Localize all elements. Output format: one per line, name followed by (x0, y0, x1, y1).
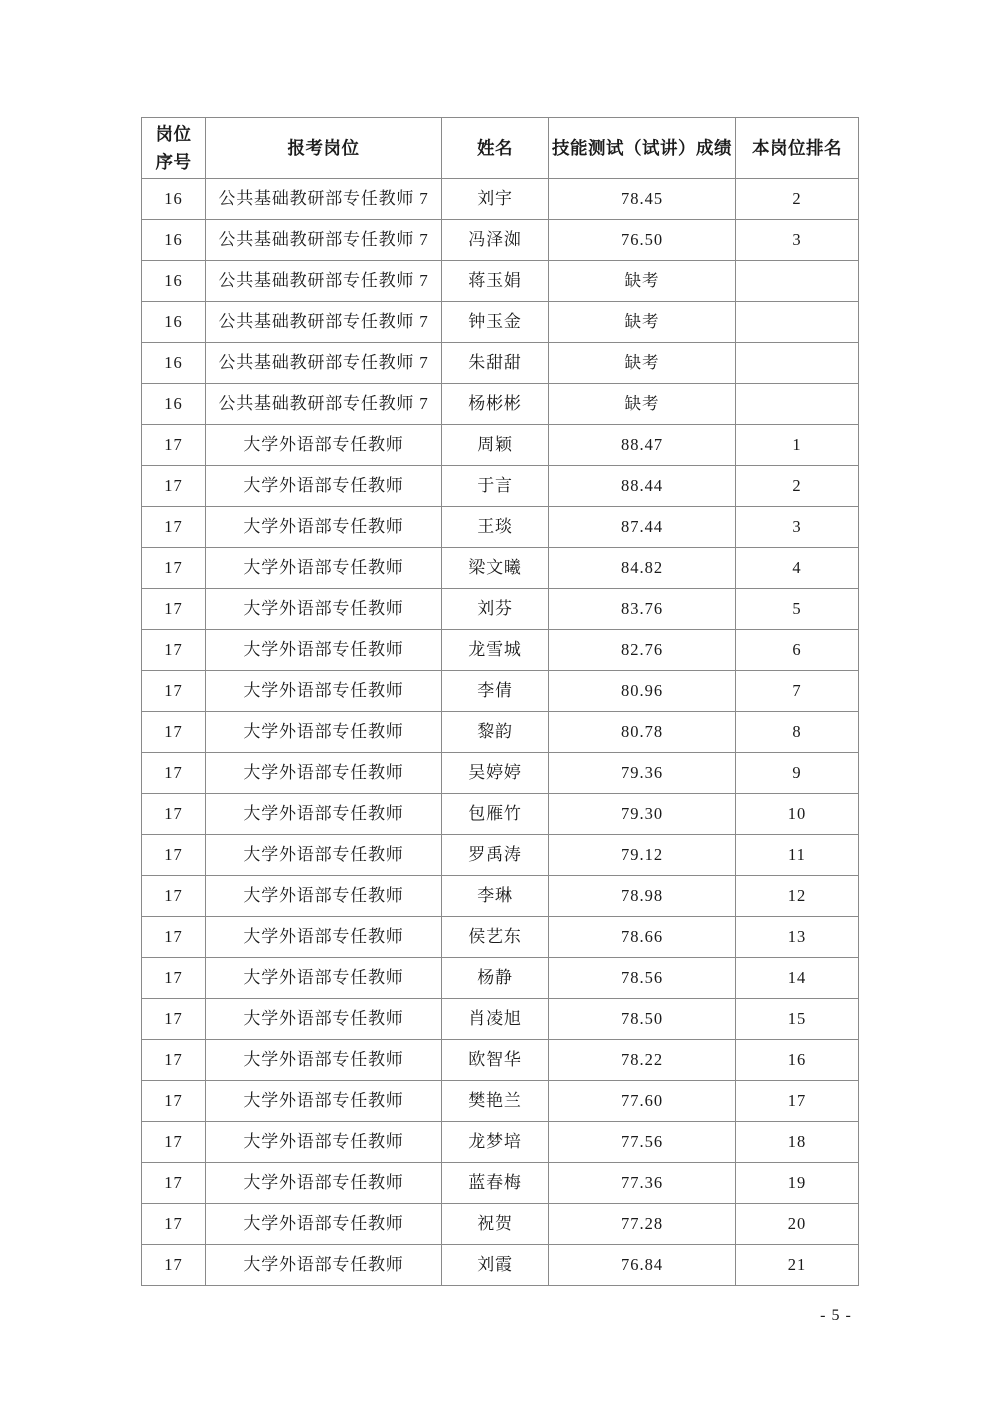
cell-applied-position: 大学外语部专任教师 (206, 507, 442, 548)
table-row (142, 1163, 859, 1204)
cell-position-rank: 17 (736, 1081, 859, 1122)
cell-applied-position: 公共基础教研部专任教师 7 (206, 302, 442, 343)
table-row (142, 507, 859, 548)
cell-applied-position: 大学外语部专任教师 (206, 835, 442, 876)
cell-skill-test-score: 78.66 (549, 917, 736, 958)
column-header-name: 姓名 (442, 118, 549, 179)
cell-skill-test-score: 88.44 (549, 466, 736, 507)
cell-candidate-name: 朱甜甜 (442, 343, 549, 384)
table-row (142, 589, 859, 630)
cell-skill-test-score: 78.98 (549, 876, 736, 917)
cell-position-rank: 13 (736, 917, 859, 958)
cell-position-rank: 3 (736, 220, 859, 261)
cell-position-seq: 17 (142, 630, 206, 671)
column-header-skill-test-score: 技能测试（试讲）成绩 (549, 118, 736, 179)
table-row (142, 876, 859, 917)
cell-position-rank: 16 (736, 1040, 859, 1081)
cell-position-rank: 12 (736, 876, 859, 917)
column-header-applied-position: 报考岗位 (206, 118, 442, 179)
cell-skill-test-score: 80.78 (549, 712, 736, 753)
table-row (142, 1040, 859, 1081)
table-header (142, 118, 859, 179)
cell-applied-position: 公共基础教研部专任教师 7 (206, 179, 442, 220)
cell-position-rank: 2 (736, 466, 859, 507)
table-row (142, 220, 859, 261)
table-row (142, 999, 859, 1040)
cell-candidate-name: 李倩 (442, 671, 549, 712)
cell-position-seq: 17 (142, 507, 206, 548)
cell-skill-test-score: 88.47 (549, 425, 736, 466)
table-row (142, 1081, 859, 1122)
cell-position-rank: 3 (736, 507, 859, 548)
cell-skill-test-score: 79.36 (549, 753, 736, 794)
cell-applied-position: 大学外语部专任教师 (206, 1040, 442, 1081)
cell-candidate-name: 王琰 (442, 507, 549, 548)
table-row (142, 1122, 859, 1163)
cell-candidate-name: 肖凌旭 (442, 999, 549, 1040)
table-body (142, 179, 859, 1286)
cell-candidate-name: 刘霞 (442, 1245, 549, 1286)
column-header-position-seq-line1: 岗位 (155, 124, 192, 144)
column-header-position-seq-line2: 序号 (155, 152, 192, 172)
cell-candidate-name: 欧智华 (442, 1040, 549, 1081)
cell-position-seq: 17 (142, 835, 206, 876)
cell-position-seq: 16 (142, 343, 206, 384)
table-row (142, 302, 859, 343)
cell-applied-position: 公共基础教研部专任教师 7 (206, 261, 442, 302)
cell-position-seq: 17 (142, 1163, 206, 1204)
cell-applied-position: 公共基础教研部专任教师 7 (206, 384, 442, 425)
table-row (142, 753, 859, 794)
cell-candidate-name: 刘芬 (442, 589, 549, 630)
cell-skill-test-score: 82.76 (549, 630, 736, 671)
cell-candidate-name: 李琳 (442, 876, 549, 917)
cell-skill-test-score: 80.96 (549, 671, 736, 712)
cell-candidate-name: 黎韵 (442, 712, 549, 753)
cell-position-seq: 17 (142, 753, 206, 794)
cell-skill-test-score: 77.56 (549, 1122, 736, 1163)
cell-position-seq: 16 (142, 220, 206, 261)
cell-position-rank: 15 (736, 999, 859, 1040)
cell-position-rank (736, 302, 859, 343)
table-row (142, 548, 859, 589)
cell-position-rank (736, 343, 859, 384)
table-row (142, 835, 859, 876)
cell-candidate-name: 于言 (442, 466, 549, 507)
cell-applied-position: 大学外语部专任教师 (206, 958, 442, 999)
cell-position-seq: 17 (142, 999, 206, 1040)
cell-position-seq: 16 (142, 384, 206, 425)
cell-skill-test-score: 78.22 (549, 1040, 736, 1081)
cell-position-seq: 17 (142, 958, 206, 999)
cell-candidate-name: 龙梦培 (442, 1122, 549, 1163)
cell-position-rank: 9 (736, 753, 859, 794)
table-row (142, 671, 859, 712)
cell-skill-test-score: 84.82 (549, 548, 736, 589)
cell-position-seq: 17 (142, 1040, 206, 1081)
cell-position-seq: 16 (142, 261, 206, 302)
cell-position-rank: 7 (736, 671, 859, 712)
table-row (142, 794, 859, 835)
cell-position-seq: 17 (142, 589, 206, 630)
table-row (142, 261, 859, 302)
cell-skill-test-score: 77.28 (549, 1204, 736, 1245)
cell-candidate-name: 杨彬彬 (442, 384, 549, 425)
cell-candidate-name: 罗禹涛 (442, 835, 549, 876)
cell-skill-test-score: 79.30 (549, 794, 736, 835)
cell-position-seq: 17 (142, 1204, 206, 1245)
table-row (142, 917, 859, 958)
cell-skill-test-score: 缺考 (549, 261, 736, 302)
table-header-row (142, 118, 859, 179)
cell-applied-position: 大学外语部专任教师 (206, 1245, 442, 1286)
cell-skill-test-score: 77.36 (549, 1163, 736, 1204)
cell-position-rank (736, 384, 859, 425)
cell-applied-position: 大学外语部专任教师 (206, 712, 442, 753)
cell-position-rank: 11 (736, 835, 859, 876)
cell-skill-test-score: 78.50 (549, 999, 736, 1040)
cell-position-seq: 17 (142, 671, 206, 712)
cell-position-rank: 19 (736, 1163, 859, 1204)
skill-test-score-table (141, 117, 859, 1286)
cell-candidate-name: 蓝春梅 (442, 1163, 549, 1204)
table-row (142, 384, 859, 425)
cell-applied-position: 公共基础教研部专任教师 7 (206, 220, 442, 261)
cell-applied-position: 大学外语部专任教师 (206, 425, 442, 466)
cell-candidate-name: 梁文曦 (442, 548, 549, 589)
cell-applied-position: 大学外语部专任教师 (206, 876, 442, 917)
cell-position-seq: 17 (142, 1122, 206, 1163)
cell-applied-position: 大学外语部专任教师 (206, 548, 442, 589)
cell-applied-position: 大学外语部专任教师 (206, 999, 442, 1040)
page-footer (0, 1307, 1000, 1325)
cell-skill-test-score: 76.84 (549, 1245, 736, 1286)
cell-candidate-name: 钟玉金 (442, 302, 549, 343)
cell-applied-position: 大学外语部专任教师 (206, 466, 442, 507)
cell-candidate-name: 侯艺东 (442, 917, 549, 958)
cell-position-rank: 18 (736, 1122, 859, 1163)
cell-position-seq: 16 (142, 302, 206, 343)
cell-candidate-name: 龙雪城 (442, 630, 549, 671)
cell-candidate-name: 冯泽洳 (442, 220, 549, 261)
cell-position-rank: 6 (736, 630, 859, 671)
cell-position-rank: 4 (736, 548, 859, 589)
cell-position-rank: 10 (736, 794, 859, 835)
cell-applied-position: 大学外语部专任教师 (206, 671, 442, 712)
cell-candidate-name: 周颖 (442, 425, 549, 466)
column-header-position-seq (142, 118, 206, 179)
cell-skill-test-score: 77.60 (549, 1081, 736, 1122)
cell-applied-position: 大学外语部专任教师 (206, 1122, 442, 1163)
cell-candidate-name: 包雁竹 (442, 794, 549, 835)
cell-position-rank: 20 (736, 1204, 859, 1245)
cell-position-seq: 17 (142, 712, 206, 753)
cell-skill-test-score: 78.56 (549, 958, 736, 999)
cell-position-rank: 5 (736, 589, 859, 630)
score-table-container (141, 117, 858, 1286)
cell-applied-position: 大学外语部专任教师 (206, 1163, 442, 1204)
cell-applied-position: 大学外语部专任教师 (206, 753, 442, 794)
table-row (142, 1204, 859, 1245)
cell-candidate-name: 樊艳兰 (442, 1081, 549, 1122)
cell-skill-test-score: 83.76 (549, 589, 736, 630)
cell-position-seq: 17 (142, 917, 206, 958)
cell-position-rank: 21 (736, 1245, 859, 1286)
cell-candidate-name: 祝贺 (442, 1204, 549, 1245)
cell-applied-position: 大学外语部专任教师 (206, 1204, 442, 1245)
column-header-position-rank: 本岗位排名 (736, 118, 859, 179)
cell-position-rank: 8 (736, 712, 859, 753)
table-row (142, 466, 859, 507)
cell-position-rank: 14 (736, 958, 859, 999)
cell-position-seq: 17 (142, 794, 206, 835)
cell-position-rank (736, 261, 859, 302)
cell-candidate-name: 杨静 (442, 958, 549, 999)
cell-skill-test-score: 79.12 (549, 835, 736, 876)
cell-skill-test-score: 78.45 (549, 179, 736, 220)
cell-position-seq: 17 (142, 466, 206, 507)
cell-applied-position: 大学外语部专任教师 (206, 794, 442, 835)
cell-position-rank: 2 (736, 179, 859, 220)
table-row (142, 1245, 859, 1286)
cell-position-seq: 17 (142, 876, 206, 917)
table-row (142, 425, 859, 466)
cell-candidate-name: 蒋玉娟 (442, 261, 549, 302)
page-number: - 5 - (820, 1307, 852, 1324)
cell-candidate-name: 吴婷婷 (442, 753, 549, 794)
table-row (142, 958, 859, 999)
cell-position-seq: 17 (142, 1245, 206, 1286)
cell-candidate-name: 刘宇 (442, 179, 549, 220)
table-row (142, 712, 859, 753)
cell-applied-position: 公共基础教研部专任教师 7 (206, 343, 442, 384)
cell-skill-test-score: 76.50 (549, 220, 736, 261)
cell-skill-test-score: 缺考 (549, 302, 736, 343)
cell-position-rank: 1 (736, 425, 859, 466)
table-row (142, 179, 859, 220)
cell-position-seq: 17 (142, 425, 206, 466)
table-row (142, 343, 859, 384)
cell-skill-test-score: 87.44 (549, 507, 736, 548)
cell-position-seq: 17 (142, 548, 206, 589)
cell-applied-position: 大学外语部专任教师 (206, 917, 442, 958)
cell-position-seq: 16 (142, 179, 206, 220)
cell-skill-test-score: 缺考 (549, 343, 736, 384)
cell-applied-position: 大学外语部专任教师 (206, 1081, 442, 1122)
cell-position-seq: 17 (142, 1081, 206, 1122)
cell-skill-test-score: 缺考 (549, 384, 736, 425)
cell-applied-position: 大学外语部专任教师 (206, 630, 442, 671)
table-row (142, 630, 859, 671)
cell-applied-position: 大学外语部专任教师 (206, 589, 442, 630)
